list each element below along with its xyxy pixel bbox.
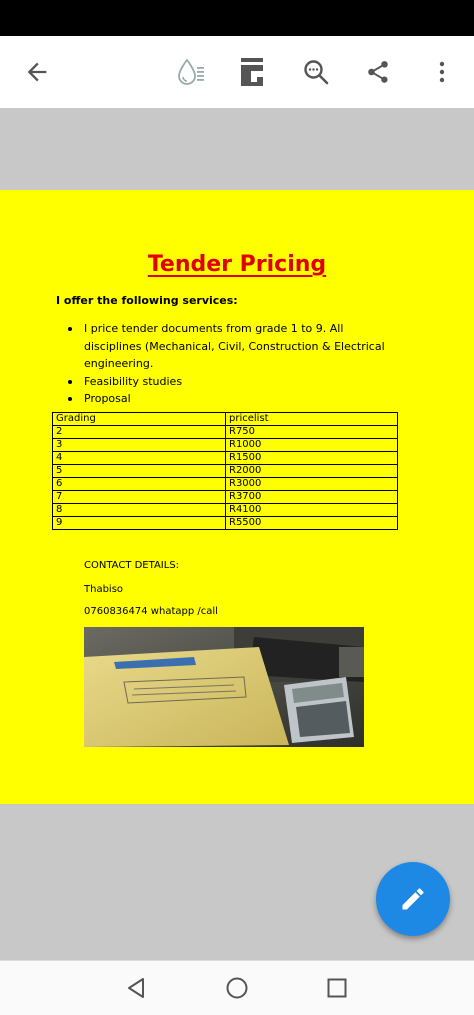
table-row xyxy=(53,439,398,452)
contact-phone: 0760836474 whatapp /call xyxy=(84,606,218,617)
search-button[interactable] xyxy=(296,52,336,92)
page-layout-button[interactable] xyxy=(232,52,272,92)
services-intro: I offer the following services: xyxy=(56,294,238,307)
system-navigation-bar xyxy=(0,960,474,1015)
price-cell: R3700 xyxy=(226,491,398,504)
column-header: Grading xyxy=(53,413,226,426)
grade-cell: 7 xyxy=(53,491,226,504)
table-row xyxy=(53,504,398,517)
column-header: pricelist xyxy=(226,413,398,426)
status-bar xyxy=(0,0,474,36)
document-page xyxy=(0,190,474,804)
price-cell: R4100 xyxy=(226,504,398,517)
top-toolbar xyxy=(0,36,474,108)
share-icon xyxy=(365,59,391,85)
reading-mode-icon xyxy=(173,55,207,89)
back-arrow-icon xyxy=(23,58,51,86)
nav-home-button[interactable] xyxy=(221,972,253,1004)
document-title: Tender Pricing xyxy=(147,252,327,277)
search-icon xyxy=(302,58,330,86)
list-item: I price tender documents from grade 1 to 9. All disciplines (Mechanical, Civil, Construction & Electrical engineering. xyxy=(68,320,388,373)
services-list xyxy=(68,320,388,408)
page-layout-icon xyxy=(238,57,266,87)
table-row xyxy=(53,465,398,478)
contact-heading: CONTACT DETAILS: xyxy=(84,560,180,571)
reading-mode-button[interactable] xyxy=(170,52,210,92)
home-circle-icon xyxy=(225,976,249,1000)
list-item: Proposal xyxy=(68,390,388,408)
table-row xyxy=(53,452,398,465)
more-options-button[interactable] xyxy=(422,52,462,92)
grade-cell: 3 xyxy=(53,439,226,452)
table-row xyxy=(53,478,398,491)
table-row xyxy=(53,517,398,530)
contact-name: Thabiso xyxy=(84,584,124,595)
edit-pencil-icon xyxy=(399,885,427,913)
table-row xyxy=(53,426,398,439)
price-cell: R1500 xyxy=(226,452,398,465)
nav-back-button[interactable] xyxy=(120,972,152,1004)
price-cell: R750 xyxy=(226,426,398,439)
grade-cell: 8 xyxy=(53,504,226,517)
grade-cell: 2 xyxy=(53,426,226,439)
recents-square-icon xyxy=(326,977,348,999)
more-vert-icon xyxy=(438,60,446,84)
price-cell: R2000 xyxy=(226,465,398,478)
grade-cell: 6 xyxy=(53,478,226,491)
price-cell: R1000 xyxy=(226,439,398,452)
grade-cell: 4 xyxy=(53,452,226,465)
table-header-row xyxy=(53,413,398,426)
table-row xyxy=(53,491,398,504)
back-triangle-icon xyxy=(125,976,147,1000)
price-table xyxy=(52,412,398,530)
back-button[interactable] xyxy=(17,52,57,92)
share-button[interactable] xyxy=(358,52,398,92)
grade-cell: 9 xyxy=(53,517,226,530)
price-cell: R5500 xyxy=(226,517,398,530)
nav-recents-button[interactable] xyxy=(321,972,353,1004)
price-cell: R3000 xyxy=(226,478,398,491)
edit-fab-button[interactable] xyxy=(376,862,450,936)
document-photo xyxy=(84,627,364,747)
list-item: Feasibility studies xyxy=(68,373,388,391)
grade-cell: 5 xyxy=(53,465,226,478)
